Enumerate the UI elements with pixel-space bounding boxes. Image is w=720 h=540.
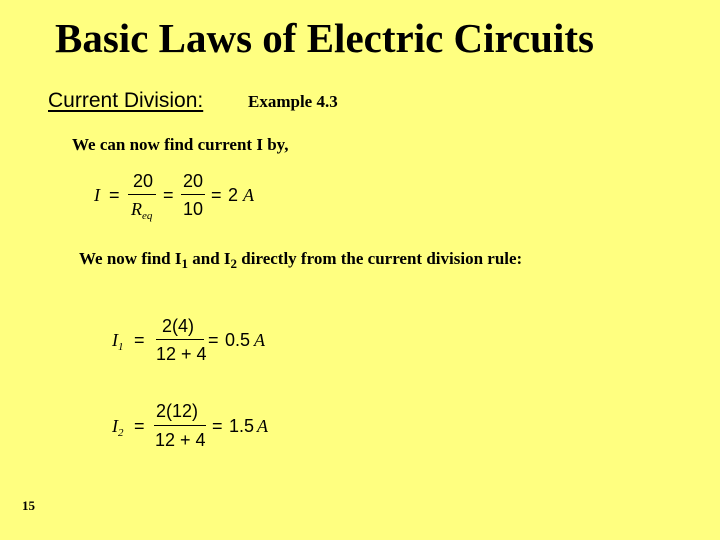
line2-after: directly from the current division rule:	[237, 249, 523, 268]
eq1-frac2-numerator: 20	[183, 171, 204, 191]
line2-sub1: 1	[181, 256, 188, 271]
eq3-equals-1: =	[134, 416, 145, 436]
eq2-denominator: 12 + 4	[156, 344, 207, 364]
section-heading-text: Current Division:	[48, 89, 204, 112]
eq2-unit: A	[254, 330, 265, 350]
eq1-frac1-den-sub: eq	[142, 210, 153, 222]
eq2-equals-1: =	[134, 330, 145, 350]
eq3-fraction-bar	[154, 425, 206, 426]
page-number: 15	[22, 498, 35, 513]
eq1-frac1-denominator	[131, 200, 152, 222]
eq1-equals-1: =	[109, 185, 120, 205]
eq3-lhs-main: I	[112, 416, 118, 436]
eq3-lhs-sub: 2	[118, 427, 124, 439]
eq2-lhs-main: I	[112, 330, 118, 350]
eq3-lhs	[112, 417, 124, 439]
current-division-line	[79, 250, 522, 270]
line2-sub2: 2	[230, 256, 238, 271]
eq3-denominator: 12 + 4	[155, 430, 206, 450]
eq1-frac2-denominator: 10	[183, 199, 204, 219]
line2-before: We now find I	[79, 249, 182, 268]
eq1-frac2-bar	[181, 194, 205, 195]
eq1-result: 2	[228, 185, 239, 205]
example-label: Example 4.3	[248, 92, 338, 111]
eq3-unit: A	[257, 416, 268, 436]
eq2-equals-2: =	[208, 330, 219, 350]
line2-middle: and I	[188, 249, 231, 268]
eq2-numerator: 2(4)	[162, 316, 195, 336]
eq3-equals-2: =	[212, 416, 223, 436]
intro-line: We can now find current I by,	[72, 135, 289, 154]
eq1-frac1-den-main: R	[131, 199, 142, 219]
eq1-lhs: I	[94, 185, 100, 205]
eq3-result: 1.5	[229, 416, 255, 436]
eq1-unit: A	[243, 185, 254, 205]
eq3-numerator: 2(12)	[156, 401, 199, 421]
eq2-fraction-bar	[156, 339, 204, 340]
eq1-frac1-bar	[128, 194, 156, 195]
eq2-lhs-sub: 1	[118, 341, 124, 353]
eq1-equals-3: =	[211, 185, 222, 205]
eq2-lhs	[112, 331, 124, 353]
eq1-equals-2: =	[163, 185, 174, 205]
eq1-frac1-numerator: 20	[133, 171, 154, 191]
page-title: Basic Laws of Electric Circuits	[55, 15, 594, 61]
eq2-result: 0.5	[225, 330, 251, 350]
section-heading	[48, 90, 203, 111]
